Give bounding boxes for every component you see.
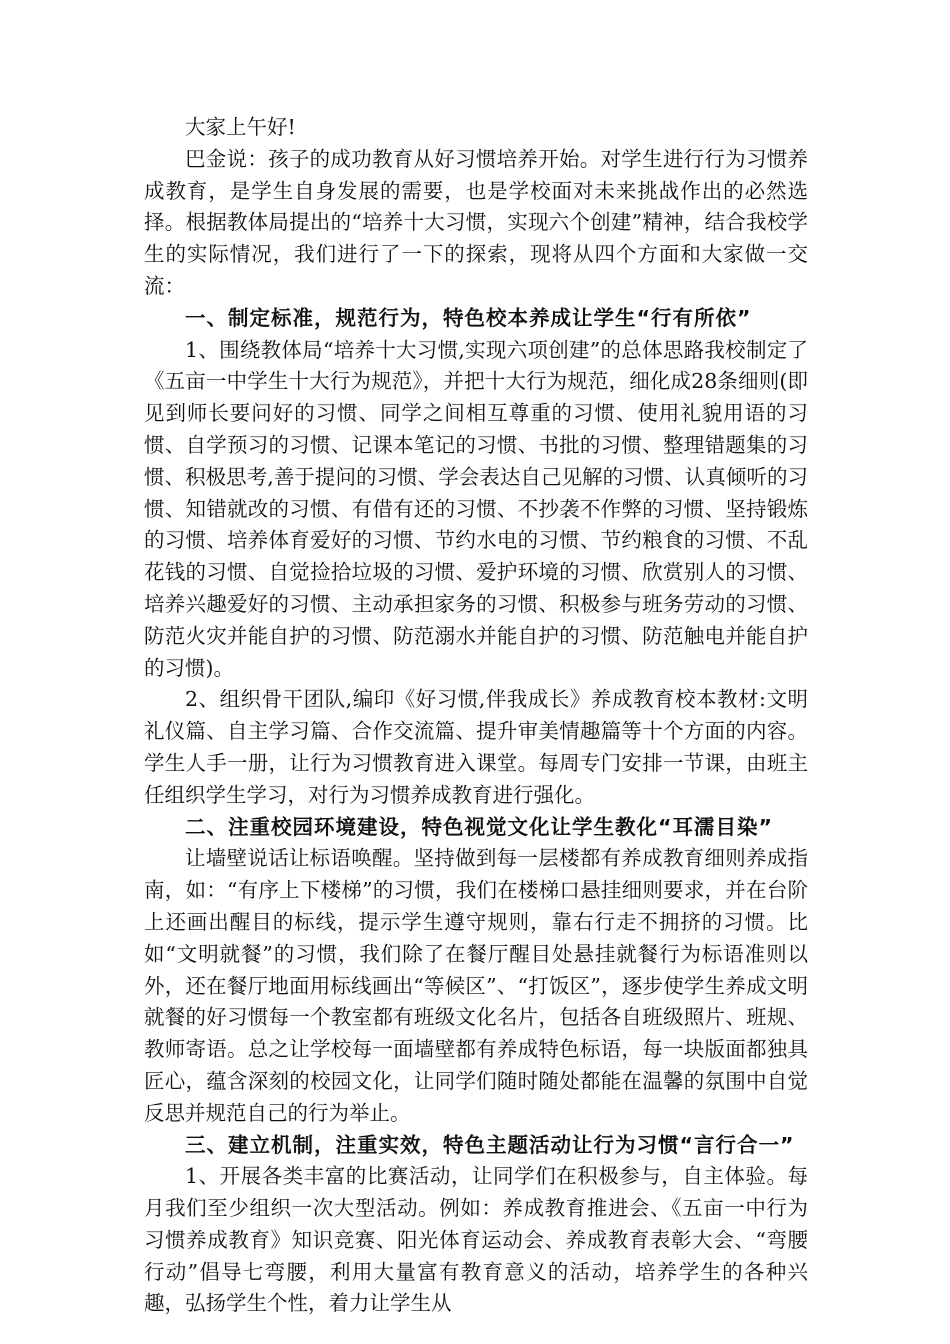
section-1-heading: 一、制定标准，规范行为，特色校本养成让学生“行有所依”	[185, 305, 752, 330]
section-3-heading: 三、建立机制，注重实效，特色主题活动让行为习惯“言行合一”	[185, 1132, 795, 1157]
document-body	[144, 112, 808, 1320]
section-1-paragraph-1: 1、围绕教体局“培养十大习惯,实现六项创建”的总体思路我校制定了《五亩一中学生十大行为规范》，并把十大行为规范，细化成28条细则(即见到师长要问好的习惯、同学之间相互尊重的习惯、使用礼貌用语的习惯、自学预习的习惯、记课本笔记的习惯、书批的习惯、整理错题集的习惯、积极思考,善于提问的习惯、学会表达自己见解的习惯、认真倾听的习惯、知错就改的习惯、有借有还的习惯、不抄袭不作弊的习惯、坚持锻炼的习惯、培养体育爱好的习惯、节约水电的习惯、节约粮食的习惯、不乱花钱的习惯、自觉捡拾垃圾的习惯、爱护环境的习惯、欣赏别人的习惯、培养兴趣爱好的习惯、主动承担家务的习惯、积极参与班务劳动的习惯、防范火灾并能自护的习惯、防范溺水并能自护的习惯、防范触电并能自护的习惯)。	[144, 337, 808, 680]
greeting: 大家上午好!	[185, 115, 296, 139]
section-2-heading: 二、注重校园环境建设，特色视觉文化让学生教化“耳濡目染”	[185, 814, 773, 839]
section-1-paragraph-2: 2、组织骨干团队,编印《好习惯,伴我成长》养成教育校本教材:文明礼仪篇、自主学习篇、合作交流篇、提升审美情趣篇等十个方面的内容。学生人手一册，让行为习惯教育进入课堂。每周专门安排一节课，由班主任组织学生学习，对行为习惯养成教育进行强化。	[144, 687, 808, 807]
section-3-paragraph-1: 1、开展各类丰富的比赛活动，让同学们在积极参与，自主体验。每月我们至少组织一次大型活动。例如：养成教育推进会、《五亩一中行为习惯养成教育》知识竞赛、阳光体育运动会、养成教育表彰大会、“弯腰行动”倡导七弯腰，利用大量富有教育意义的活动，培养学生的各种兴趣，弘扬学生个性，着力让学生从	[144, 1164, 808, 1316]
section-2-paragraph-1: 让墙壁说话让标语唤醒。坚持做到每一层楼都有养成教育细则养成指南，如：“有序上下楼梯”的习惯，我们在楼梯口悬挂细则要求，并在台阶上还画出醒目的标线，提示学生遵守规则，靠右行走不拥挤的习惯。比如“文明就餐”的习惯，我们除了在餐厅醒目处悬挂就餐行为标语准则以外，还在餐厅地面用标线画出“等候区”、“打饭区”，逐步使学生养成文明就餐的好习惯每一个教室都有班级文化名片，包括各自班级照片、班规、教师寄语。总之让学校每一面墙壁都有养成特色标语，每一块版面都独具匠心，蕴含深刻的校园文化，让同学们随时随处都能在温馨的氛围中自觉反思并规范自己的行为举止。	[144, 846, 808, 1125]
intro-paragraph: 巴金说：孩子的成功教育从好习惯培养开始。对学生进行行为习惯养成教育，是学生自身发展的需要，也是学校面对未来挑战作出的必然选择。根据教体局提出的“培养十大习惯，实现六个创建”精神，结合我校学生的实际情况，我们进行了一下的探索，现将从四个方面和大家做一交流：	[144, 146, 808, 298]
